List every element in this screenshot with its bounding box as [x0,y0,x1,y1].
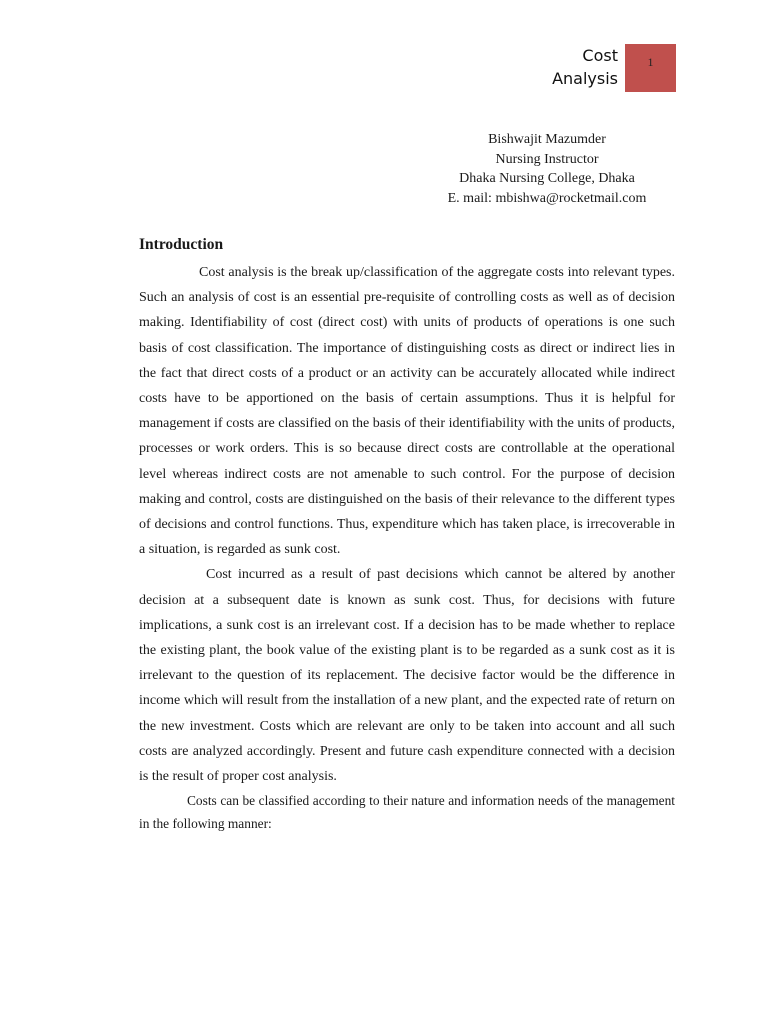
author-name: Bishwajit Mazumder [488,132,606,147]
author-email: E. mail: mbishwa@rocketmail.com [447,190,647,206]
paragraph: Cost analysis is the break up/classification of the aggregate costs into relevant types. Such an analysis of cost is an essential pre-requisite of controlling costs as well as of decision making. Identifiability of cost (direct cost) with units of products of operations is one such basis of cost classification. The importance of distinguishing costs as direct or indirect lies in the fact that direct costs of a product or an activity can be accurately allocated while indirect costs have to be apportioned on the basis of certain assumptions. Thus it is helpful for management if costs are classified on the basis of their identifiability with the units of products, processes or work orders. This is so because direct costs are controllable at the operational level whereas indirect costs are not amenable to such control. For the purpose of decision making and control, costs are distinguished on the basis of their relevance to the different types of decisions and control functions. Thus, expenditure which has taken place, is irrecoverable in a situation, is regarded as sunk cost. [139,265,675,558]
page-number: 1 [647,55,654,69]
author-institution: Dhaka Nursing College, Dhaka [459,171,635,187]
page-number-box [625,44,676,92]
header-title-line-1: Cost [582,46,618,65]
header-title-line-2: Analysis [552,69,618,88]
paragraph: Cost incurred as a result of past decisions which cannot be altered by another decision at a subsequent date is known as sunk cost. Thus, for decisions with future implications, a sunk cost is an irrelevant cost. If a decision has to be made whether to replace the existing plant, the book value of the existing plant is to be regarded as a sunk cost as it is irrelevant to the question of its replacement. The decisive factor would be the difference in income which will result from the installation of a new plant, and the expected rate of return on the new investment. Costs which are relevant are only to be taken into account and all such costs are analyzed accordingly. Present and future cash expenditure connected with a decision is the result of proper cost analysis. [139,567,675,785]
running-header-title [552,44,618,90]
author-role: Nursing Instructor [495,151,599,167]
main-content [139,234,675,835]
section-heading: Introduction [139,236,224,253]
paragraph: Costs can be classified according to their nature and information needs of the management in the following manner: [139,793,675,832]
author-block [420,130,674,208]
